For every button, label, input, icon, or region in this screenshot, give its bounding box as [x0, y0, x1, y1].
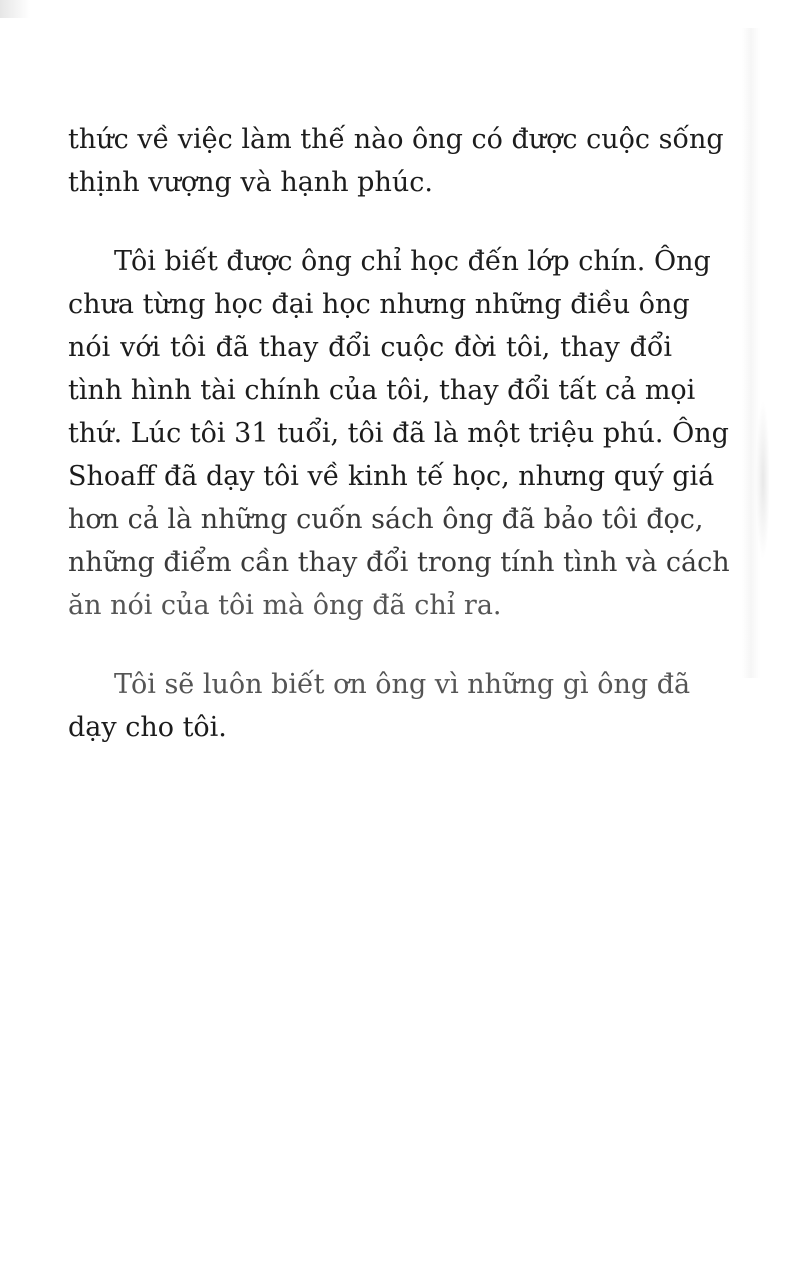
- text-line: Shoaff đã dạy tôi về kinh tế học, nhưng quý giá: [68, 461, 715, 492]
- scan-shadow-right: [742, 28, 760, 678]
- scan-shadow-top-left: [0, 0, 30, 18]
- paragraph-2: [68, 240, 730, 627]
- text-line: ăn nói của tôi mà ông đã chỉ ra.: [68, 590, 502, 621]
- text-line: dạy cho tôi.: [68, 712, 227, 743]
- text-line: nói với tôi đã thay đổi cuộc đời tôi, thay đổi: [68, 332, 672, 363]
- text-line: thức về việc làm thế nào ông có được cuộc sống: [68, 124, 724, 155]
- scan-edge-right: [756, 400, 770, 560]
- text-line: thịnh vượng và hạnh phúc.: [68, 167, 433, 198]
- text-line: tình hình tài chính của tôi, thay đổi tất cả mọi: [68, 375, 696, 406]
- text-line: hơn cả là những cuốn sách ông đã bảo tôi đọc,: [68, 504, 704, 535]
- body-text: [68, 118, 730, 785]
- text-line: Tôi sẽ luôn biết ơn ông vì những gì ông đã: [114, 669, 691, 700]
- text-line: Tôi biết được ông chỉ học đến lớp chín. Ông: [114, 246, 711, 277]
- paragraph-3: [68, 663, 691, 749]
- text-line: thứ. Lúc tôi 31 tuổi, tôi đã là một triệu phú. Ông: [68, 418, 729, 449]
- text-line: chưa từng học đại học nhưng những điều ông: [68, 289, 690, 320]
- paragraph-1: [68, 118, 724, 204]
- text-line: những điểm cần thay đổi trong tính tình và cách: [68, 547, 730, 578]
